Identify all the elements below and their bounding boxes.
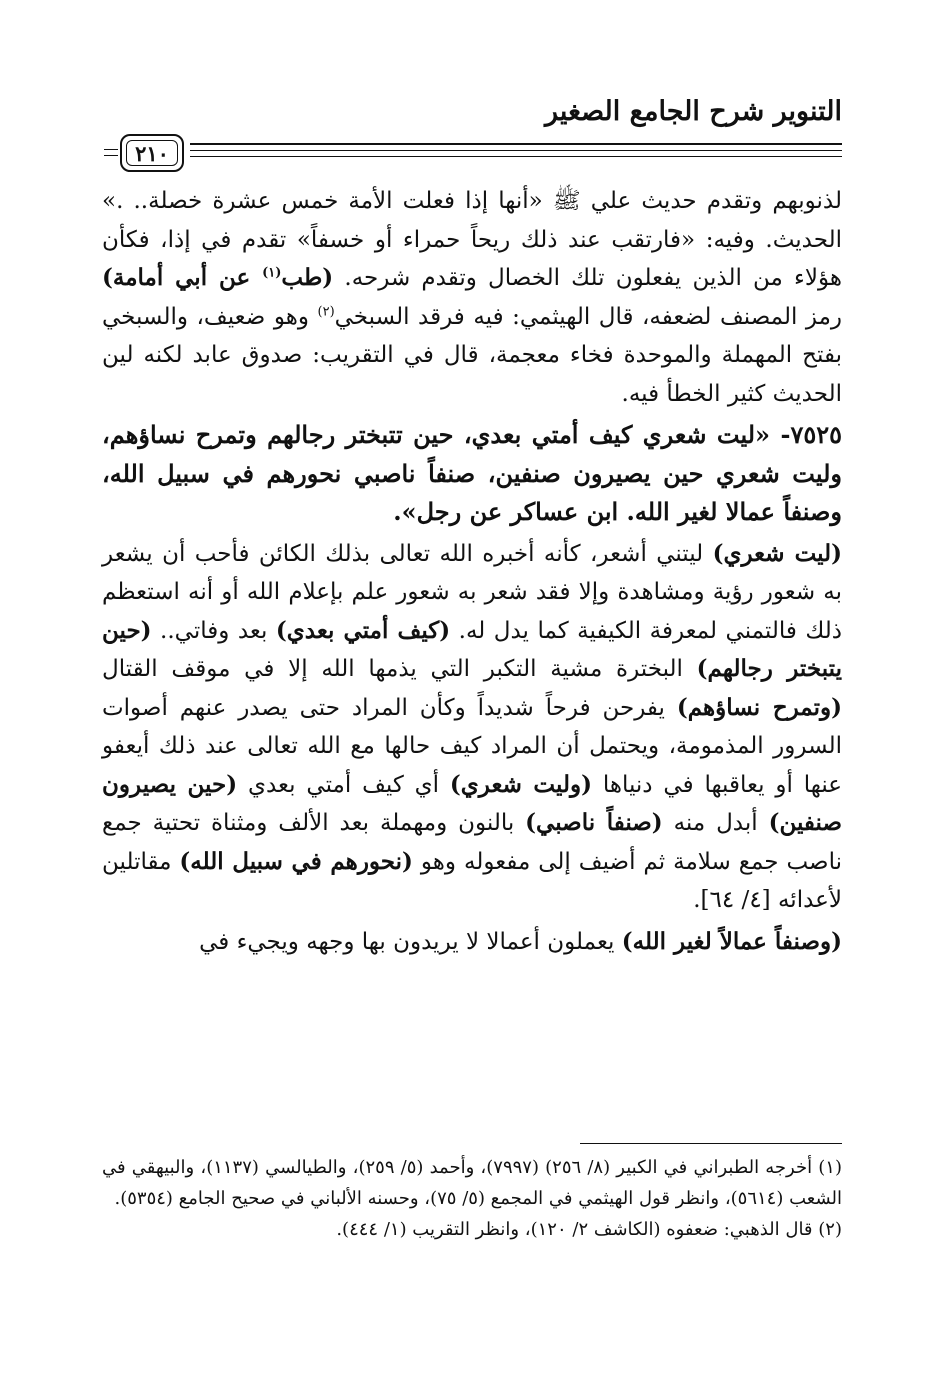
footnote-separator <box>580 1143 842 1144</box>
footnotes <box>102 1152 842 1245</box>
lemma-3: (حين يتبختر رجالهم) <box>102 616 842 682</box>
page-number-inner-frame <box>126 140 178 166</box>
paragraph-1 <box>102 182 842 413</box>
hadith-text: ٧٥٢٥- «ليت شعري كيف أمتي بعدي، حين تتبختر رجالهم وتمرح نساؤهم، وليت شعري حين يصيرون صنفين، صنفاً ناصبي نحورهم في سبيل الله، وصنفاً عمالا لغير الله. ابن عساكر عن رجل». <box>102 420 842 526</box>
footnote-2: (٢) قال الذهبي: ضعفوه (الكاشف ٢/ ١٢٠)، وانظر التقريب (١/ ٤٤٤). <box>336 1219 842 1240</box>
p3-text-4: يفرحن فرحاً شديداً وكأن المراد حتى يصدر عنهم أصوات السرور المذمومة، ويحتمل أن المراد كيف حالها مع الله تعالى عند ذلك أيعفو عنها أو يعاقبها في دنياها <box>102 694 842 798</box>
paragraph-3 <box>102 535 842 920</box>
lemma-2: (كيف أمتي بعدي) <box>275 616 451 644</box>
lemma-5: (وليت شعري) <box>449 770 592 798</box>
lemma-8: (نحورهم في سبيل الله) <box>179 847 413 875</box>
lemma-4: (وتمرح نساؤهم) <box>676 693 842 721</box>
p1-text-a: لذنوبهم وتقدم حديث علي ﷺ «أنها إذا فعلت الأمة خمس عشرة خصلة.. .» الحديث. وفيه: «فارتقب عند ذلك ريحاً حمراء أو خسفاً» تقدم في إذا، فكأن هؤلاء من الذين يفعلون تلك الخصال وتقدم شرحه. <box>102 188 843 291</box>
footnote-marker-2: (٢) <box>317 303 335 319</box>
source-ref-tabarani-b: عن أبي أمامة) <box>102 264 263 291</box>
p1-text-c: وهو ضعيف، والسبخي بفتح المهملة والموحدة فخاء معجمة، قال في التقريب: صدوق عابد لكنه لين الحديث كثير الخطأ فيه. <box>102 303 842 407</box>
p3-text-8: مقاتلين لأعدائه [٤/ ٦٤]. <box>102 848 842 913</box>
lemma-7: (صنفاً ناصبي) <box>525 809 663 836</box>
source-ref-tabarani-a: (طب <box>281 264 334 291</box>
header-rule-thick <box>190 143 842 145</box>
p3-text-2: بعد وفاتي.. <box>151 617 276 644</box>
p3-text-7: بالنون ومهملة بعد الألف ومثناة تحتية جمع ناصب جمع سلامة ثم أضيف إلى مفعوله وهو <box>102 810 842 875</box>
lemma-1: (ليت شعري) <box>712 539 842 567</box>
p3-text-1: ليتني أشعر، كأنه أخبره الله تعالى بذلك الكائن فأحب أن يشعر به شعور رؤية ومشاهدة وإلا فقد شعر به شعور علم بإعلام الله أو أنه استعظم ذلك فالتمني لمعرفة الكيفية كما يدل له. <box>102 540 843 644</box>
paragraph-4 <box>102 923 842 962</box>
page-number-frame <box>120 134 184 172</box>
p4-text-1: يعملون أعمالا لا يريدون بها وجهه ويجيء في <box>199 928 622 955</box>
lemma-6: (حين يصيرون صنفين) <box>102 770 843 836</box>
p3-text-5: أي كيف أمتي بعدي <box>237 771 450 798</box>
footnote-1: (١) أخرجه الطبراني في الكبير (٨/ ٢٥٦) (٧٩٩٧)، وأحمد (٥/ ٢٥٩)، والطيالسي (١١٣٧)، والبيهقي في الشعب (٥٦١٤)، وانظر قول الهيثمي في المجمع (٥/ ٧٥)، وحسنه الألباني في صحيح الجامع (٥٣٥٤). <box>102 1157 842 1209</box>
header-rule-stub-lower <box>104 155 118 156</box>
lemma-9: (وصنفاً عمالاً لغير الله) <box>621 927 842 955</box>
p1-text-b: رمز المصنف لضعفه، قال الهيثمي: فيه فرقد السبخي <box>334 303 842 330</box>
main-text <box>102 182 842 961</box>
p3-text-3: البخترة مشية التكبر التي يذمها الله إلا في موقف القتال <box>102 656 697 682</box>
header-rule-thin <box>190 150 842 151</box>
running-title: التنوير شرح الجامع الصغير <box>545 96 842 127</box>
header-rule-thin-lower <box>190 156 842 157</box>
p3-text-6: أبدل منه <box>662 810 769 836</box>
footnote-marker-1: (١) <box>262 265 282 281</box>
source-ref-tabarani <box>102 264 333 291</box>
header-rule-stub <box>104 149 118 150</box>
page-number: ٢١٠ <box>135 140 169 166</box>
